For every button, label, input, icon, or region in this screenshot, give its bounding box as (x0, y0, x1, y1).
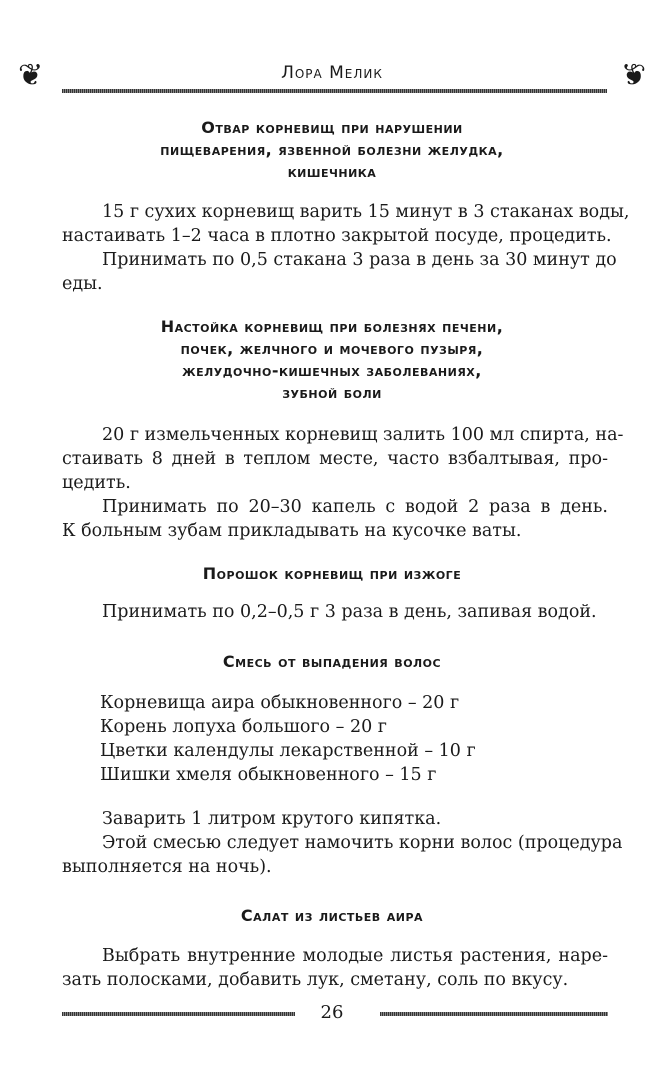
heading-line: Порошок корневищ при изжоге (202, 564, 462, 583)
text-line: настаивать 1–2 часа в плотно закрытой посуде, процедить. (62, 226, 612, 246)
paragraph (62, 831, 623, 879)
text-line: Заварить 1 литром крутого кипятка. (102, 809, 442, 829)
text-line: К больным зубам прикладывать на кусочке ваты. (62, 521, 522, 541)
heading-line: пищеварения, язвенной болезни желудка, (160, 140, 504, 159)
list-item: Цветки календулы лекарственной – 10 г (100, 741, 476, 761)
text-line: цедить. (62, 473, 131, 493)
heading-line: Отвар корневищ при нарушении (201, 118, 463, 137)
section-heading (0, 563, 664, 585)
heading-line: Настойка корневищ при болезнях печени, (160, 317, 504, 336)
paragraph (62, 600, 608, 624)
paragraph (62, 200, 630, 248)
leaf-ornament-left-icon: ❦ (18, 58, 44, 93)
list-item: Корневища аира обыкновенного – 20 г (100, 693, 460, 713)
text-line: Этой смесью следует намочить корни волос (процедура (102, 833, 623, 853)
text-line: 20 г измельченных корневищ залить 100 мл спирта, на- (102, 425, 624, 445)
footer-rule-right (380, 1012, 608, 1016)
header-rule (62, 89, 607, 93)
heading-line: Салат из листьев аира (240, 906, 424, 925)
section-heading (0, 316, 664, 404)
heading-line: зубной боли (282, 383, 382, 402)
heading-line: Смесь от выпадения волос (222, 652, 442, 671)
text-line: Принимать по 0,5 стакана 3 раза в день за 30 минут до (102, 250, 617, 270)
text-line: выполняется на ночь). (62, 857, 272, 877)
list-item: Шишки хмеля обыкновенного – 15 г (100, 765, 437, 785)
text-line: Принимать по 0,2–0,5 г 3 раза в день, запивая водой. (102, 602, 597, 622)
leaf-ornament-right-icon: ❦ (620, 58, 646, 93)
paragraph (62, 495, 608, 543)
list-item: Корень лопуха большого – 20 г (100, 717, 387, 737)
section-heading (0, 905, 664, 927)
running-header: Лора Мелик (281, 63, 383, 83)
heading-line: кишечника (287, 162, 377, 181)
text-line: зать полосками, добавить лук, сметану, соль по вкусу. (62, 970, 569, 990)
section-heading (0, 651, 664, 673)
paragraph (62, 807, 608, 831)
ingredient-list (62, 691, 608, 787)
text-line: еды. (62, 274, 103, 294)
paragraph (62, 944, 608, 992)
heading-line: желудочно-кишечных заболеваниях, (182, 361, 482, 380)
text-line: стаивать 8 дней в теплом месте, часто взбалтывая, про- (62, 449, 608, 469)
paragraph (62, 423, 624, 495)
text-line: Выбрать внутренние молодые листья растения, наре- (102, 946, 608, 966)
paragraph (62, 248, 617, 296)
text-line: 15 г сухих корневищ варить 15 минут в 3 стаканах воды, (102, 202, 630, 222)
page-number: 26 (320, 1002, 344, 1023)
text-line: Принимать по 20–30 капель с водой 2 раза в день. (102, 497, 608, 517)
heading-line: почек, желчного и мочевого пузыря, (180, 339, 484, 358)
section-heading (0, 117, 664, 183)
